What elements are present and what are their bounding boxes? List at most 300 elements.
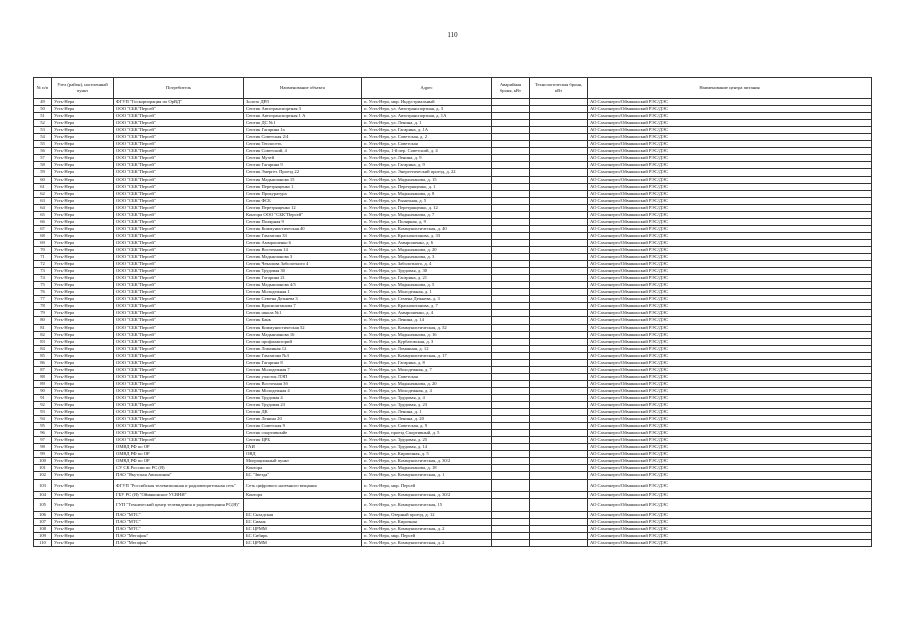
table-cell (530, 380, 588, 387)
table-cell: Септик Музей (244, 155, 362, 162)
table-cell (530, 204, 588, 211)
table-row (34, 190, 872, 197)
table-cell (492, 183, 530, 190)
table-cell (244, 499, 362, 512)
table-cell: ОМВД РФ по ОР (114, 444, 244, 451)
table-cell: ООО "СБК"Персей" (114, 106, 244, 113)
table-row (34, 176, 872, 183)
table-cell: Септик ФСБ (244, 197, 362, 204)
table-cell: Усть-Нера (52, 409, 114, 416)
table-cell: 49 (34, 99, 52, 106)
table-cell: Септик Гагарина 1а (244, 127, 362, 134)
table-cell (492, 148, 530, 155)
table-cell: п. Усть-Нера, ул. Коммунистическая, д. 52 (362, 324, 492, 331)
table-cell: ООО "СБК"Персей" (114, 380, 244, 387)
table-cell: АО Сахаэнерго/Оймяконский РЭС/ДЭС (588, 232, 872, 239)
table-cell: Усть-Нера (52, 218, 114, 225)
table-cell (492, 246, 530, 253)
table-cell: 99 (34, 451, 52, 458)
table-cell: Септик Ленина 20 (244, 416, 362, 423)
table-cell: 78 (34, 303, 52, 310)
table-cell: Усть-Нера (52, 162, 114, 169)
column-header: Узел (район), населенный пункт (52, 78, 114, 99)
table-cell: АО Сахаэнерго/Оймяконский РЭС/ДЭС (588, 134, 872, 141)
table-cell: Септик Полярная 9 (244, 218, 362, 225)
table-cell: п. Усть-Нера, ул. Мадынчанова, д. 20 (362, 380, 492, 387)
table-cell: АО Сахаэнерго/Оймяконский РЭС/ДЭС (588, 331, 872, 338)
table-cell: п. Усть-Нера, ул. Перетрященко, д. 12 (362, 204, 492, 211)
table-cell: АО Сахаэнерго/Оймяконский РЭС/ДЭС (588, 525, 872, 532)
table-cell (530, 359, 588, 366)
table-cell: 84 (34, 345, 52, 352)
table-cell: ООО "СБК"Персей" (114, 211, 244, 218)
table-row (34, 479, 872, 492)
table-cell: АО Сахаэнерго/Оймяконский РЭС/ДЭС (588, 324, 872, 331)
table-cell: ООО "СБК"Персей" (114, 394, 244, 401)
table-cell: п. Усть-Нера, ул. Заболотного, д. 4 (362, 261, 492, 268)
table-cell: п. Усть-Нера, ул. Автотранспортная, д. 3 (362, 106, 492, 113)
table-cell (530, 402, 588, 409)
table-row (34, 197, 872, 204)
table-cell: Усть-Нера (52, 113, 114, 120)
table-cell (492, 106, 530, 113)
table-cell (530, 246, 588, 253)
table-cell: АО Сахаэнерго/Оймяконский РЭС/ДЭС (588, 423, 872, 430)
table-cell: АО Сахаэнерго/Оймяконский РЭС/ДЭС (588, 275, 872, 282)
table-cell (530, 394, 588, 401)
table-cell (492, 169, 530, 176)
table-cell (492, 197, 530, 204)
table-cell: Усть-Нера (52, 324, 114, 331)
table-body (34, 99, 872, 547)
table-cell (492, 402, 530, 409)
table-cell (530, 183, 588, 190)
table-cell (492, 113, 530, 120)
table-row (34, 134, 872, 141)
table-cell: Септик Молодежная 7 (244, 366, 362, 373)
table-cell: Усть-Нера (52, 394, 114, 401)
table-cell: 85 (34, 352, 52, 359)
table-cell (492, 518, 530, 525)
table-cell: 55 (34, 141, 52, 148)
table-cell (492, 310, 530, 317)
table-cell: п. Усть-Нера, ул. Трудовая, д. 14 (362, 444, 492, 451)
table-cell: 77 (34, 296, 52, 303)
table-row (34, 359, 872, 366)
table-cell: Септик Прокуратура (244, 190, 362, 197)
table-cell: Септик Молодежная 4 (244, 387, 362, 394)
table-cell: Усть-Нера (52, 525, 114, 532)
table-cell: п. Усть-Нера, 1-й пер. Советский, д. 4 (362, 148, 492, 155)
table-cell (530, 310, 588, 317)
table-cell (492, 134, 530, 141)
table-cell (530, 352, 588, 359)
table-cell (492, 331, 530, 338)
table-cell (530, 113, 588, 120)
table-cell: 100 (34, 458, 52, 465)
table-cell: 79 (34, 310, 52, 317)
table-cell (492, 437, 530, 444)
table-cell: АО Сахаэнерго/Оймяконский РЭС/ДЭС (588, 106, 872, 113)
table-cell (530, 338, 588, 345)
table-cell: Септик Трудовая 30 (244, 268, 362, 275)
table-cell: 57 (34, 155, 52, 162)
table-cell: Контора ООО "СБК"Персей" (244, 211, 362, 218)
table-cell: 106 (34, 511, 52, 518)
table-row (34, 345, 872, 352)
table-cell: Септик Чекалова Заболотного 4 (244, 261, 362, 268)
table-cell: Усть-Нера (52, 127, 114, 134)
table-cell: ГАИ (244, 444, 362, 451)
table-row (34, 437, 872, 444)
table-cell: АО Сахаэнерго/Оймяконский РЭС/ДЭС (588, 254, 872, 261)
table-cell: АО Сахаэнерго/Оймяконский РЭС/ДЭС (588, 218, 872, 225)
table-cell: АО Сахаэнерго/Оймяконский РЭС/ДЭС (588, 246, 872, 253)
table-cell: Усть-Нера (52, 472, 114, 479)
table-cell: Усть-Нера (52, 373, 114, 380)
table-cell: Септик Перетрященко 12 (244, 204, 362, 211)
table-cell (530, 190, 588, 197)
table-cell: ООО "СБК"Персей" (114, 183, 244, 190)
table-cell (530, 106, 588, 113)
table-cell: 107 (34, 518, 52, 525)
table-cell: ПАО "Мегафон" (114, 532, 244, 539)
table-cell: ООО "СБК"Персей" (114, 197, 244, 204)
table-row (34, 539, 872, 546)
table-row (34, 472, 872, 479)
table-cell: АО Сахаэнерго/Оймяконский РЭС/ДЭС (588, 479, 872, 492)
table-cell: 74 (34, 275, 52, 282)
table-cell (530, 387, 588, 394)
table-cell: Септик ДС №1 (244, 120, 362, 127)
table-cell: Септик Советская 9 (244, 423, 362, 430)
table-cell: Усть-Нера (52, 232, 114, 239)
table-cell: Усть-Нера (52, 458, 114, 465)
table-cell (530, 162, 588, 169)
table-cell: Усть-Нера (52, 345, 114, 352)
table-cell: Септик Мадынчанова 15 (244, 176, 362, 183)
table-cell: Усть-Нера (52, 99, 114, 106)
table-cell (530, 254, 588, 261)
table-cell: ООО "СБК"Персей" (114, 246, 244, 253)
table-cell (492, 423, 530, 430)
table-cell: ГУП "Технический центр телевидения и радиовещания РС(Я)" (114, 499, 244, 512)
table-cell: Усть-Нера (52, 387, 114, 394)
table-cell: п. Усть-Нера, ул. Коммунистическая, д. 17 (362, 352, 492, 359)
table-cell (530, 366, 588, 373)
table-cell: Септик профилакторий (244, 338, 362, 345)
table-cell: ООО "СБК"Персей" (114, 239, 244, 246)
table-cell: ООО "СБК"Персей" (114, 437, 244, 444)
table-cell (530, 317, 588, 324)
table-cell: п. Усть-Нера, ул. Мадынчанова, д. 20 (362, 246, 492, 253)
table-cell (530, 303, 588, 310)
table-cell: Усть-Нера (52, 338, 114, 345)
table-cell: ООО "СБК"Персей" (114, 254, 244, 261)
table-cell: БС ЦРММ (244, 525, 362, 532)
table-cell (492, 511, 530, 518)
table-cell: ОМВД РФ по ОР (114, 451, 244, 458)
table-row (34, 380, 872, 387)
table-cell: Усть-Нера (52, 120, 114, 127)
table-cell: 109 (34, 532, 52, 539)
table-cell (492, 296, 530, 303)
table-row (34, 317, 872, 324)
table-cell (530, 532, 588, 539)
table-cell: АО Сахаэнерго/Оймяконский РЭС/ДЭС (588, 310, 872, 317)
table-cell: 61 (34, 183, 52, 190)
table-cell (530, 155, 588, 162)
table-cell: 54 (34, 134, 52, 141)
table-cell: 59 (34, 169, 52, 176)
table-cell (492, 416, 530, 423)
table-cell: АО Сахаэнерго/Оймяконский РЭС/ДЭС (588, 492, 872, 499)
table-cell (492, 204, 530, 211)
table-row (34, 261, 872, 268)
table-cell: п. Усть-Нера, ул. Ленина, д. 1 (362, 409, 492, 416)
table-cell: п. Усть-Нера, ул. Коммунистическая, д. 2 (362, 525, 492, 532)
table-row (34, 148, 872, 155)
table-cell: ООО "СБК"Персей" (114, 127, 244, 134)
table-cell (492, 444, 530, 451)
table-cell: 58 (34, 162, 52, 169)
table-cell: АО Сахаэнерго/Оймяконский РЭС/ДЭС (588, 141, 872, 148)
table-cell: ООО "СБК"Персей" (114, 416, 244, 423)
table-cell: п. Усть-Нера, ул. Мадынчанова, д. 3 (362, 254, 492, 261)
table-row (34, 141, 872, 148)
table-row (34, 324, 872, 331)
page-number: 110 (447, 31, 458, 39)
table-cell: ФГУП "Госкорпорация по ОрВД" (114, 99, 244, 106)
table-cell: БС "Звезда" (244, 472, 362, 479)
table-cell: ООО "СБК"Персей" (114, 261, 244, 268)
table-cell: ООО "СБК"Персей" (114, 387, 244, 394)
table-cell: Усть-Нера (52, 141, 114, 148)
table-cell: Усть-Нера (52, 155, 114, 162)
table-row (34, 331, 872, 338)
table-row (34, 296, 872, 303)
table-cell: Миграционный пункт (244, 458, 362, 465)
table-cell: АО Сахаэнерго/Оймяконский РЭС/ДЭС (588, 190, 872, 197)
table-cell: АО Сахаэнерго/Оймяконский РЭС/ДЭС (588, 225, 872, 232)
table-cell (530, 289, 588, 296)
table-cell: Усть-Нера (52, 451, 114, 458)
table-cell (530, 197, 588, 204)
table-cell: ООО "СБК"Персей" (114, 373, 244, 380)
table-cell: 88 (34, 373, 52, 380)
table-cell: п. Усть-Нера, ул. Трудовая, д. 25 (362, 437, 492, 444)
table-cell (530, 211, 588, 218)
table-cell (492, 380, 530, 387)
table-cell: 83 (34, 338, 52, 345)
table-cell: АО Сахаэнерго/Оймяконский РЭС/ДЭС (588, 268, 872, 275)
table-cell: Септик Гамзатова 33 (244, 232, 362, 239)
table-cell (530, 472, 588, 479)
table-cell: Септик ДК (244, 409, 362, 416)
table-cell: Усть-Нера (52, 261, 114, 268)
table-cell: АО Сахаэнерго/Оймяконский РЭС/ДЭС (588, 394, 872, 401)
table-cell: п. Усть-Нера, Озерный проезд, д. 12 (362, 511, 492, 518)
table-cell: АО Сахаэнерго/Оймяконский РЭС/ДЭС (588, 539, 872, 546)
table-cell: АО Сахаэнерго/Оймяконский РЭС/ДЭС (588, 289, 872, 296)
table-cell: АО Сахаэнерго/Оймяконский РЭС/ДЭС (588, 458, 872, 465)
table-cell: 97 (34, 437, 52, 444)
table-cell: п. Усть-Нера, ул. Энергетический проезд, д. 22 (362, 169, 492, 176)
table-row (34, 99, 872, 106)
table-cell: АО Сахаэнерго/Оймяконский РЭС/ДЭС (588, 416, 872, 423)
table-cell: 92 (34, 402, 52, 409)
table-cell: п. Усть-Нера, ул. Аммрошенко, д. 4 (362, 310, 492, 317)
table-cell: Септик Автотранспортная 1 А (244, 113, 362, 120)
table-cell: Усть-Нера (52, 254, 114, 261)
table-cell: Усть-Нера (52, 479, 114, 492)
power-consumers-table (33, 77, 872, 547)
table-cell: Усть-Нера (52, 366, 114, 373)
table-cell: Усть-Нера (52, 310, 114, 317)
table-row (34, 511, 872, 518)
table-cell: АО Сахаэнерго/Оймяконский РЭС/ДЭС (588, 465, 872, 472)
table-cell: Септик Гагарина 8 (244, 359, 362, 366)
table-cell: п. Усть-Нера, ул. Молодежная, д. 1 (362, 289, 492, 296)
table-cell: 50 (34, 106, 52, 113)
table-cell (492, 254, 530, 261)
table-cell: АО Сахаэнерго/Оймяконский РЭС/ДЭС (588, 387, 872, 394)
table-cell: ООО "СБК"Персей" (114, 366, 244, 373)
table-cell: п. Усть-Нера, мкр. Персей (362, 532, 492, 539)
table-row (34, 225, 872, 232)
table-row (34, 232, 872, 239)
table-cell: п. Усть-Нера, ул. Ломанная, д. 12 (362, 345, 492, 352)
table-cell: Усть-Нера (52, 416, 114, 423)
table-cell (492, 141, 530, 148)
table-cell (530, 423, 588, 430)
table-row (34, 409, 872, 416)
table-cell (492, 282, 530, 289)
table-cell: п. Усть-Нера, ул. Мадынчанова, д. 16 (362, 331, 492, 338)
table-cell (530, 345, 588, 352)
table-cell: 87 (34, 366, 52, 373)
table-cell: 98 (34, 444, 52, 451)
table-cell: Септик Коммунистическая 40 (244, 225, 362, 232)
table-cell (530, 218, 588, 225)
table-row (34, 204, 872, 211)
table-cell: Усть-Нера (52, 352, 114, 359)
table-cell: ООО "СБК"Персей" (114, 324, 244, 331)
table-cell: Септик Ломанная 12 (244, 345, 362, 352)
table-cell: Усть-Нера (52, 183, 114, 190)
table-cell: ФГУП "Российская телевизионная и радиовещательная сеть" (114, 479, 244, 492)
table-cell: Усть-Нера (52, 423, 114, 430)
column-header: Потребитель (114, 78, 244, 99)
table-cell: Септик Советский, 4 (244, 148, 362, 155)
table-cell (492, 499, 530, 512)
table-cell (492, 451, 530, 458)
table-cell: Усть-Нера (52, 511, 114, 518)
table-cell: АО Сахаэнерго/Оймяконский РЭС/ДЭС (588, 359, 872, 366)
table-cell: ООО "СБК"Персей" (114, 359, 244, 366)
table-cell: Усть-Нера (52, 176, 114, 183)
table-cell: ООО "СБК"Персей" (114, 113, 244, 120)
table-cell (530, 268, 588, 275)
table-cell (492, 120, 530, 127)
table-cell: 60 (34, 176, 52, 183)
table-cell: п. Усть-Нера, ул. Перетрященко, д. 1 (362, 183, 492, 190)
table-cell: ООО "СБК"Персей" (114, 148, 244, 155)
table-cell (492, 366, 530, 373)
table-cell: АО Сахаэнерго/Оймяконский РЭС/ДЭС (588, 211, 872, 218)
table-cell: Септик спортивныйе (244, 430, 362, 437)
table-cell: 68 (34, 232, 52, 239)
table-cell: 90 (34, 387, 52, 394)
table-cell: АО Сахаэнерго/Оймяконский РЭС/ДЭС (588, 183, 872, 190)
table-cell: ООО "СБК"Персей" (114, 268, 244, 275)
column-header: Наименование объекта (244, 78, 362, 99)
table-cell (530, 120, 588, 127)
table-cell (530, 430, 588, 437)
table-cell: п. Усть-Нера, ул. Мадынчанова, д. 5 (362, 282, 492, 289)
table-row (34, 430, 872, 437)
table-cell: п. Усть-Нера, ул. Коммунистическая, д. 40 (362, 225, 492, 232)
table-cell: АО Сахаэнерго/Оймяконский РЭС/ДЭС (588, 366, 872, 373)
table-cell: п. Усть-Нера, ул. Гагарина, д. 1А (362, 127, 492, 134)
table-cell: Септик Автотранспортная 3 (244, 106, 362, 113)
table-cell: п. Усть-Нера, ул. Кирочная (362, 518, 492, 525)
table-cell: 94 (34, 416, 52, 423)
table-cell: БС Сиваж (244, 518, 362, 525)
table-cell: п. Усть-Нера, ул. Красноштанова, д. 7 (362, 303, 492, 310)
table-row (34, 492, 872, 499)
table-cell: 66 (34, 218, 52, 225)
table-cell (530, 148, 588, 155)
table-cell: п. Усть-Нера, ул. Трудовая, д. 30 (362, 268, 492, 275)
table-cell: Сеть цифрового наземного вещания (244, 479, 362, 492)
table-cell: Усть-Нера (52, 331, 114, 338)
table-cell: АО Сахаэнерго/Оймяконский РЭС/ДЭС (588, 380, 872, 387)
table-cell (492, 394, 530, 401)
table-cell (492, 472, 530, 479)
table-cell (530, 141, 588, 148)
table-cell: 103 (34, 479, 52, 492)
table-cell: Усть-Нера (52, 275, 114, 282)
table-cell: Усть-Нера (52, 211, 114, 218)
table-cell: АО Сахаэнерго/Оймяконский РЭС/ДЭС (588, 148, 872, 155)
table-cell: АО Сахаэнерго/Оймяконский РЭС/ДЭС (588, 127, 872, 134)
table-cell (530, 134, 588, 141)
table-cell: Септик Банк (244, 317, 362, 324)
table-cell: 80 (34, 317, 52, 324)
table-cell: 65 (34, 211, 52, 218)
table-cell: п. Усть-Нера, ул. Курбатовская, д. 3 (362, 338, 492, 345)
table-cell: п. Усть-Нера, ул. Коммунистическая, 15 (362, 499, 492, 512)
table-cell (492, 324, 530, 331)
table-row (34, 352, 872, 359)
table-cell (530, 99, 588, 106)
table-cell: 70 (34, 246, 52, 253)
table-cell: ОМВД РФ по ОР (114, 458, 244, 465)
table-row (34, 275, 872, 282)
table-cell (492, 409, 530, 416)
table-cell (492, 261, 530, 268)
table-cell (492, 492, 530, 499)
table-cell (492, 99, 530, 106)
table-cell (492, 218, 530, 225)
table-cell: п. Усть-Нера, ул. Советская (362, 141, 492, 148)
table-cell: Септик Мадынчанова 16 (244, 331, 362, 338)
table-cell: п. Усть-Нера, ул. Молодежная, д. 7 (362, 366, 492, 373)
table-cell (530, 479, 588, 492)
table-cell (530, 261, 588, 268)
table-cell: Септик Аммрошенко 6 (244, 239, 362, 246)
